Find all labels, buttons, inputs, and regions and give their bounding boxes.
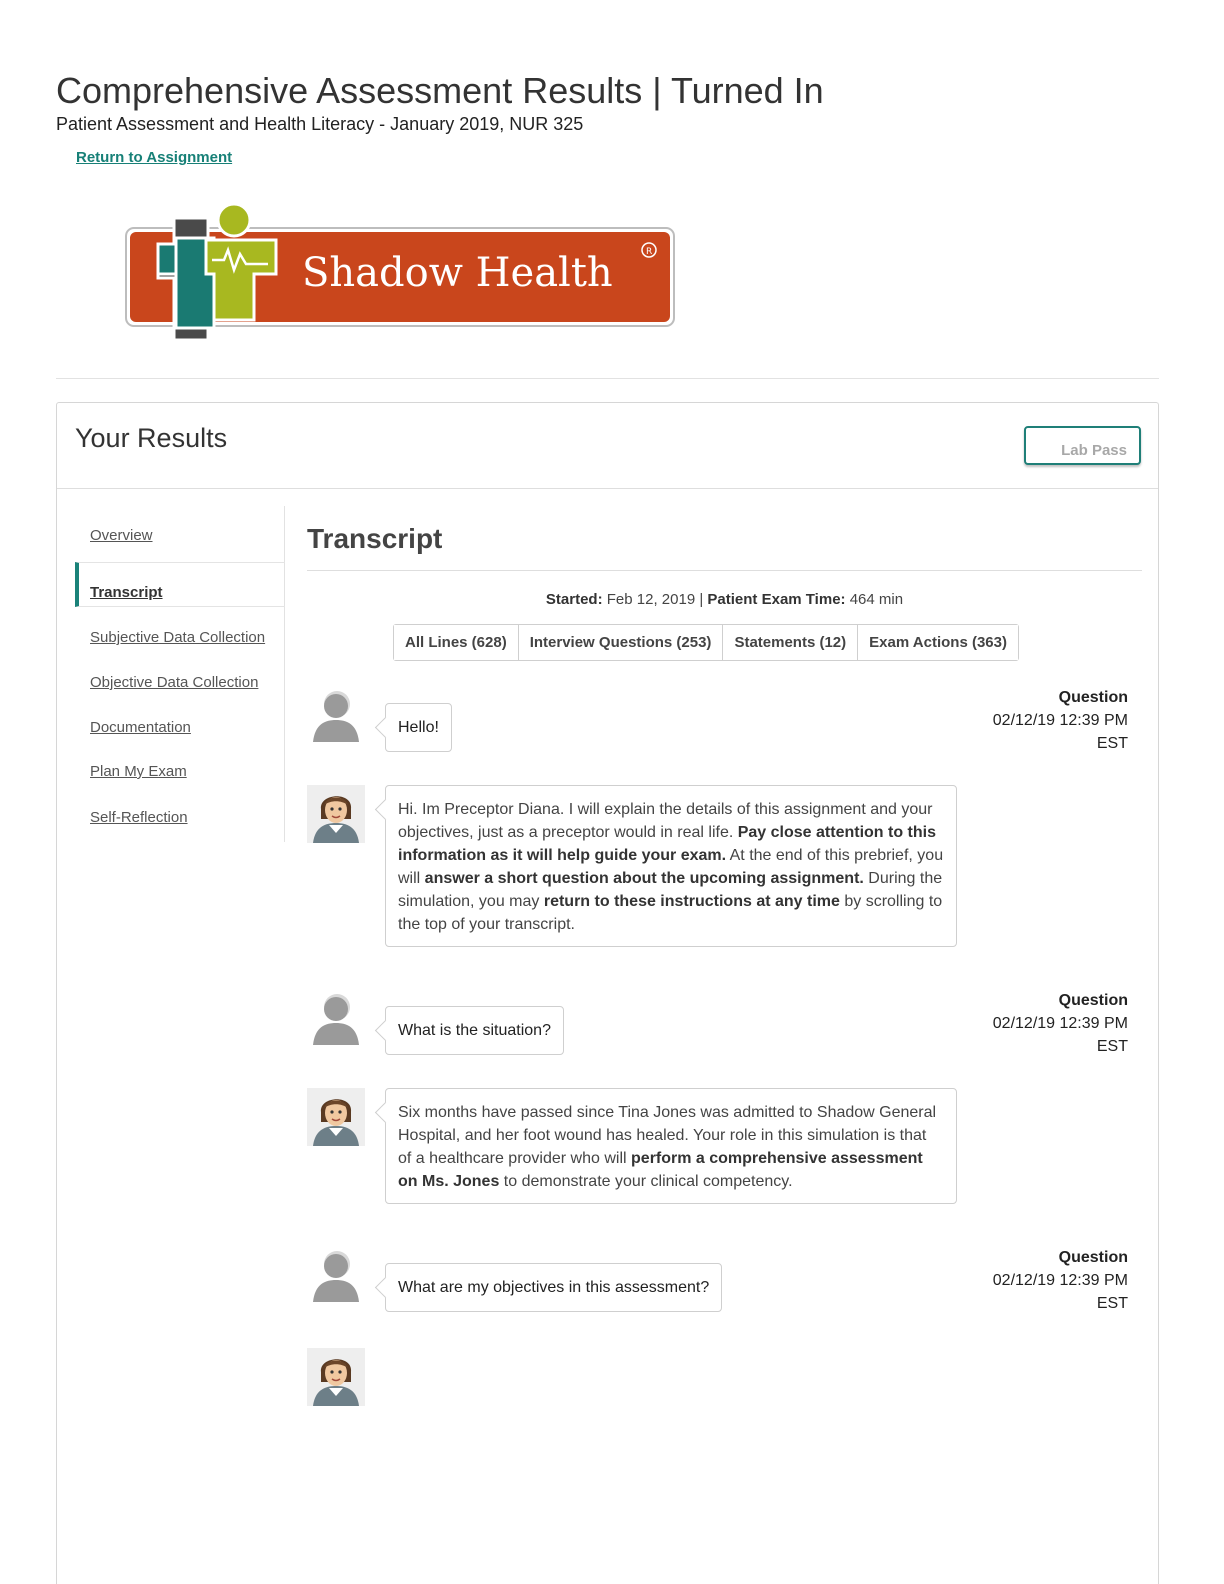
message-text: During the simulation, you may	[398, 870, 943, 910]
sidebar-item-objective-data-collection[interactable]: Objective Data Collection	[90, 674, 259, 691]
transcript-entry	[307, 1348, 1142, 1408]
student-message-bubble: What is the situation?	[385, 1006, 564, 1055]
sidebar-item-transcript[interactable]: Transcript	[75, 562, 285, 607]
message-emphasis: perform a comprehensive assessment on Ms. Jones	[398, 1150, 923, 1190]
filter-tab-interview-questions[interactable]: Interview Questions (253)	[519, 625, 724, 660]
started-value: Feb 12, 2019	[606, 591, 696, 608]
entry-kind: Question	[1058, 992, 1128, 1009]
entry-kind: Question	[1058, 689, 1128, 706]
sidebar-item-documentation[interactable]: Documentation	[90, 719, 191, 736]
page-subtitle: Patient Assessment and Health Literacy - January 2019, NUR 325	[56, 114, 584, 134]
logo-wordmark: Shadow Health	[302, 250, 613, 296]
sidebar-item-self-reflection[interactable]: Self-Reflection	[90, 809, 188, 826]
transcript-divider	[307, 570, 1142, 571]
started-label: Started:	[545, 591, 603, 608]
entry-meta	[993, 1246, 1128, 1315]
results-panel	[56, 402, 1159, 1584]
results-title: Your Results	[75, 423, 228, 453]
meta-separator: |	[699, 591, 704, 608]
transcript-filter-tabs	[393, 624, 1019, 661]
return-to-assignment-link[interactable]: Return to Assignment	[76, 149, 233, 166]
entry-meta	[993, 989, 1128, 1058]
message-text: Hi. Im Preceptor Diana. I will explain the details of this assignment and your objectives, just as a preceptor would in real life.	[398, 801, 933, 841]
message-emphasis: return to these instructions at any time	[543, 893, 840, 910]
exam-time-value: 464 min	[849, 591, 904, 608]
entry-timezone: EST	[1096, 1295, 1128, 1312]
entry-datetime: 02/12/19 12:39 PM	[992, 712, 1128, 729]
preceptor-avatar-icon	[307, 785, 365, 843]
entry-datetime: 02/12/19 12:39 PM	[992, 1015, 1128, 1032]
transcript-entry	[307, 785, 1142, 975]
header-divider	[56, 378, 1159, 379]
preceptor-avatar-icon	[307, 1088, 365, 1146]
exam-time-label: Patient Exam Time:	[707, 591, 846, 608]
sidebar-item-subjective-data-collection[interactable]: Subjective Data Collection	[90, 629, 266, 646]
transcript-entry	[307, 686, 1142, 756]
svg-text:R: R	[646, 247, 653, 257]
entry-timezone: EST	[1096, 735, 1128, 752]
message-text: to demonstrate your clinical competency.	[499, 1173, 793, 1190]
entry-kind: Question	[1058, 1249, 1128, 1266]
filter-tab-statements[interactable]: Statements (12)	[723, 625, 858, 660]
student-avatar-icon	[307, 686, 365, 744]
student-avatar-icon	[307, 989, 365, 1047]
message-text: by scrolling to the top of your transcript.	[398, 893, 943, 933]
preceptor-message-bubble	[385, 785, 957, 947]
entry-timezone: EST	[1096, 1038, 1128, 1055]
results-header	[57, 403, 1158, 489]
message-text: Six months have passed since Tina Jones was admitted to Shadow General Hospital, and her foot wound has healed. Your role in this simulation is that of a healthcare provider who will	[398, 1104, 937, 1167]
message-emphasis: Pay close attention to this information as it will help guide your exam.	[398, 824, 936, 864]
preceptor-avatar-icon	[307, 1348, 365, 1406]
student-message-bubble: What are my objectives in this assessment?	[385, 1263, 722, 1312]
transcript-entry	[307, 1246, 1142, 1316]
shadow-health-logo	[116, 198, 680, 348]
filter-tab-exam-actions[interactable]: Exam Actions (363)	[858, 625, 1018, 660]
exam-meta	[307, 591, 1142, 608]
sidebar-item-plan-my-exam[interactable]: Plan My Exam	[90, 763, 187, 780]
entry-datetime: 02/12/19 12:39 PM	[992, 1272, 1128, 1289]
results-sidenav	[75, 506, 285, 842]
transcript-title: Transcript	[307, 523, 443, 554]
transcript-entry	[307, 989, 1142, 1059]
preceptor-message-bubble	[385, 1088, 957, 1204]
message-emphasis: answer a short question about the upcoming assignment.	[424, 870, 864, 887]
student-message-bubble: Hello!	[385, 703, 452, 752]
message-text: At the end of this prebrief, you will	[398, 847, 944, 887]
entry-meta	[993, 686, 1128, 755]
sidebar-item-overview[interactable]: Overview	[90, 527, 153, 544]
student-avatar-icon	[307, 1246, 365, 1304]
lab-pass-button[interactable]: Lab Pass	[1024, 426, 1141, 465]
transcript-entry	[307, 1088, 1142, 1233]
filter-tab-all-lines[interactable]: All Lines (628)	[394, 625, 519, 660]
page-title: Comprehensive Assessment Results | Turned In	[56, 70, 824, 111]
